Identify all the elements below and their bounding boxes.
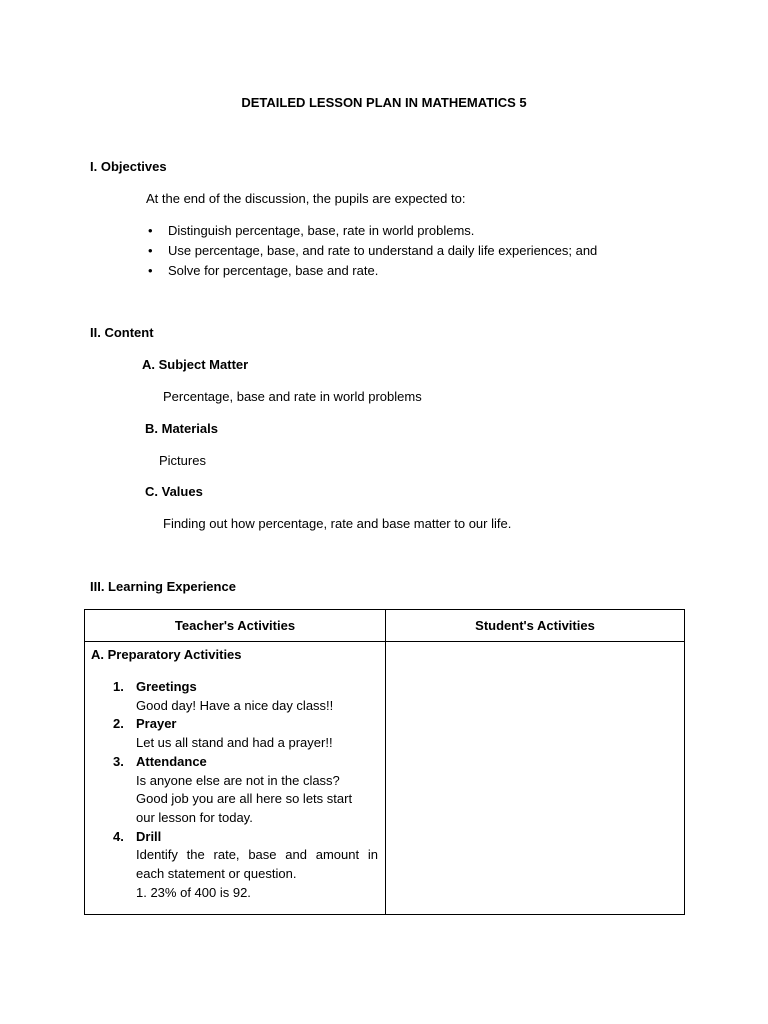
list-item: • Use percentage, base, and rate to understand a daily life experiences; and xyxy=(148,241,597,261)
table-row xyxy=(85,642,685,915)
activities-list xyxy=(91,678,378,902)
activity-title: Greetings xyxy=(136,679,197,694)
activity-title: Attendance xyxy=(136,753,207,769)
materials-heading: B. Materials xyxy=(145,421,218,436)
student-activities-cell xyxy=(386,642,685,915)
activity-title: Prayer xyxy=(136,716,177,732)
activities-table xyxy=(84,609,685,915)
learning-experience-heading: III. Learning Experience xyxy=(90,579,236,594)
subject-matter-heading: A. Subject Matter xyxy=(142,357,249,372)
preparatory-activities-heading: A. Preparatory Activities xyxy=(91,647,242,662)
subject-matter-text: Percentage, base and rate in world problems xyxy=(163,389,422,404)
student-activities-header: Student's Activities xyxy=(386,610,685,642)
list-item: 3. Attendance Is anyone else are not in the class? Good job you are all here so lets start our lesson for today. xyxy=(91,753,378,828)
list-item: 2. Prayer Let us all stand and had a prayer!! xyxy=(91,715,378,752)
bullet-icon: • xyxy=(148,223,153,238)
list-item: • Distinguish percentage, base, rate in world problems. xyxy=(148,221,597,241)
activity-title: Drill xyxy=(136,828,162,844)
objectives-heading: I. Objectives xyxy=(90,159,167,174)
list-item: 1. Greetings Good day! Have a nice day class!! xyxy=(91,678,378,715)
content-heading: II. Content xyxy=(90,325,154,340)
list-item: • Solve for percentage, base and rate. xyxy=(148,261,597,281)
values-text: Finding out how percentage, rate and base matter to our life. xyxy=(163,516,512,531)
page-title: DETAILED LESSON PLAN IN MATHEMATICS 5 xyxy=(241,95,527,110)
values-heading: C. Values xyxy=(145,484,203,499)
objectives-list xyxy=(148,221,597,281)
teacher-activities-header: Teacher's Activities xyxy=(85,610,386,642)
materials-text: Pictures xyxy=(159,453,206,468)
teacher-activities-cell xyxy=(85,642,386,915)
objectives-intro: At the end of the discussion, the pupils are expected to: xyxy=(146,191,466,206)
list-item: 4. Drill Identify the rate, base and amount in each statement or question. 1. 23% of 400 is 92. xyxy=(113,828,378,900)
bullet-icon: • xyxy=(148,243,153,258)
table-header-row xyxy=(85,610,685,642)
bullet-icon: • xyxy=(148,263,153,278)
